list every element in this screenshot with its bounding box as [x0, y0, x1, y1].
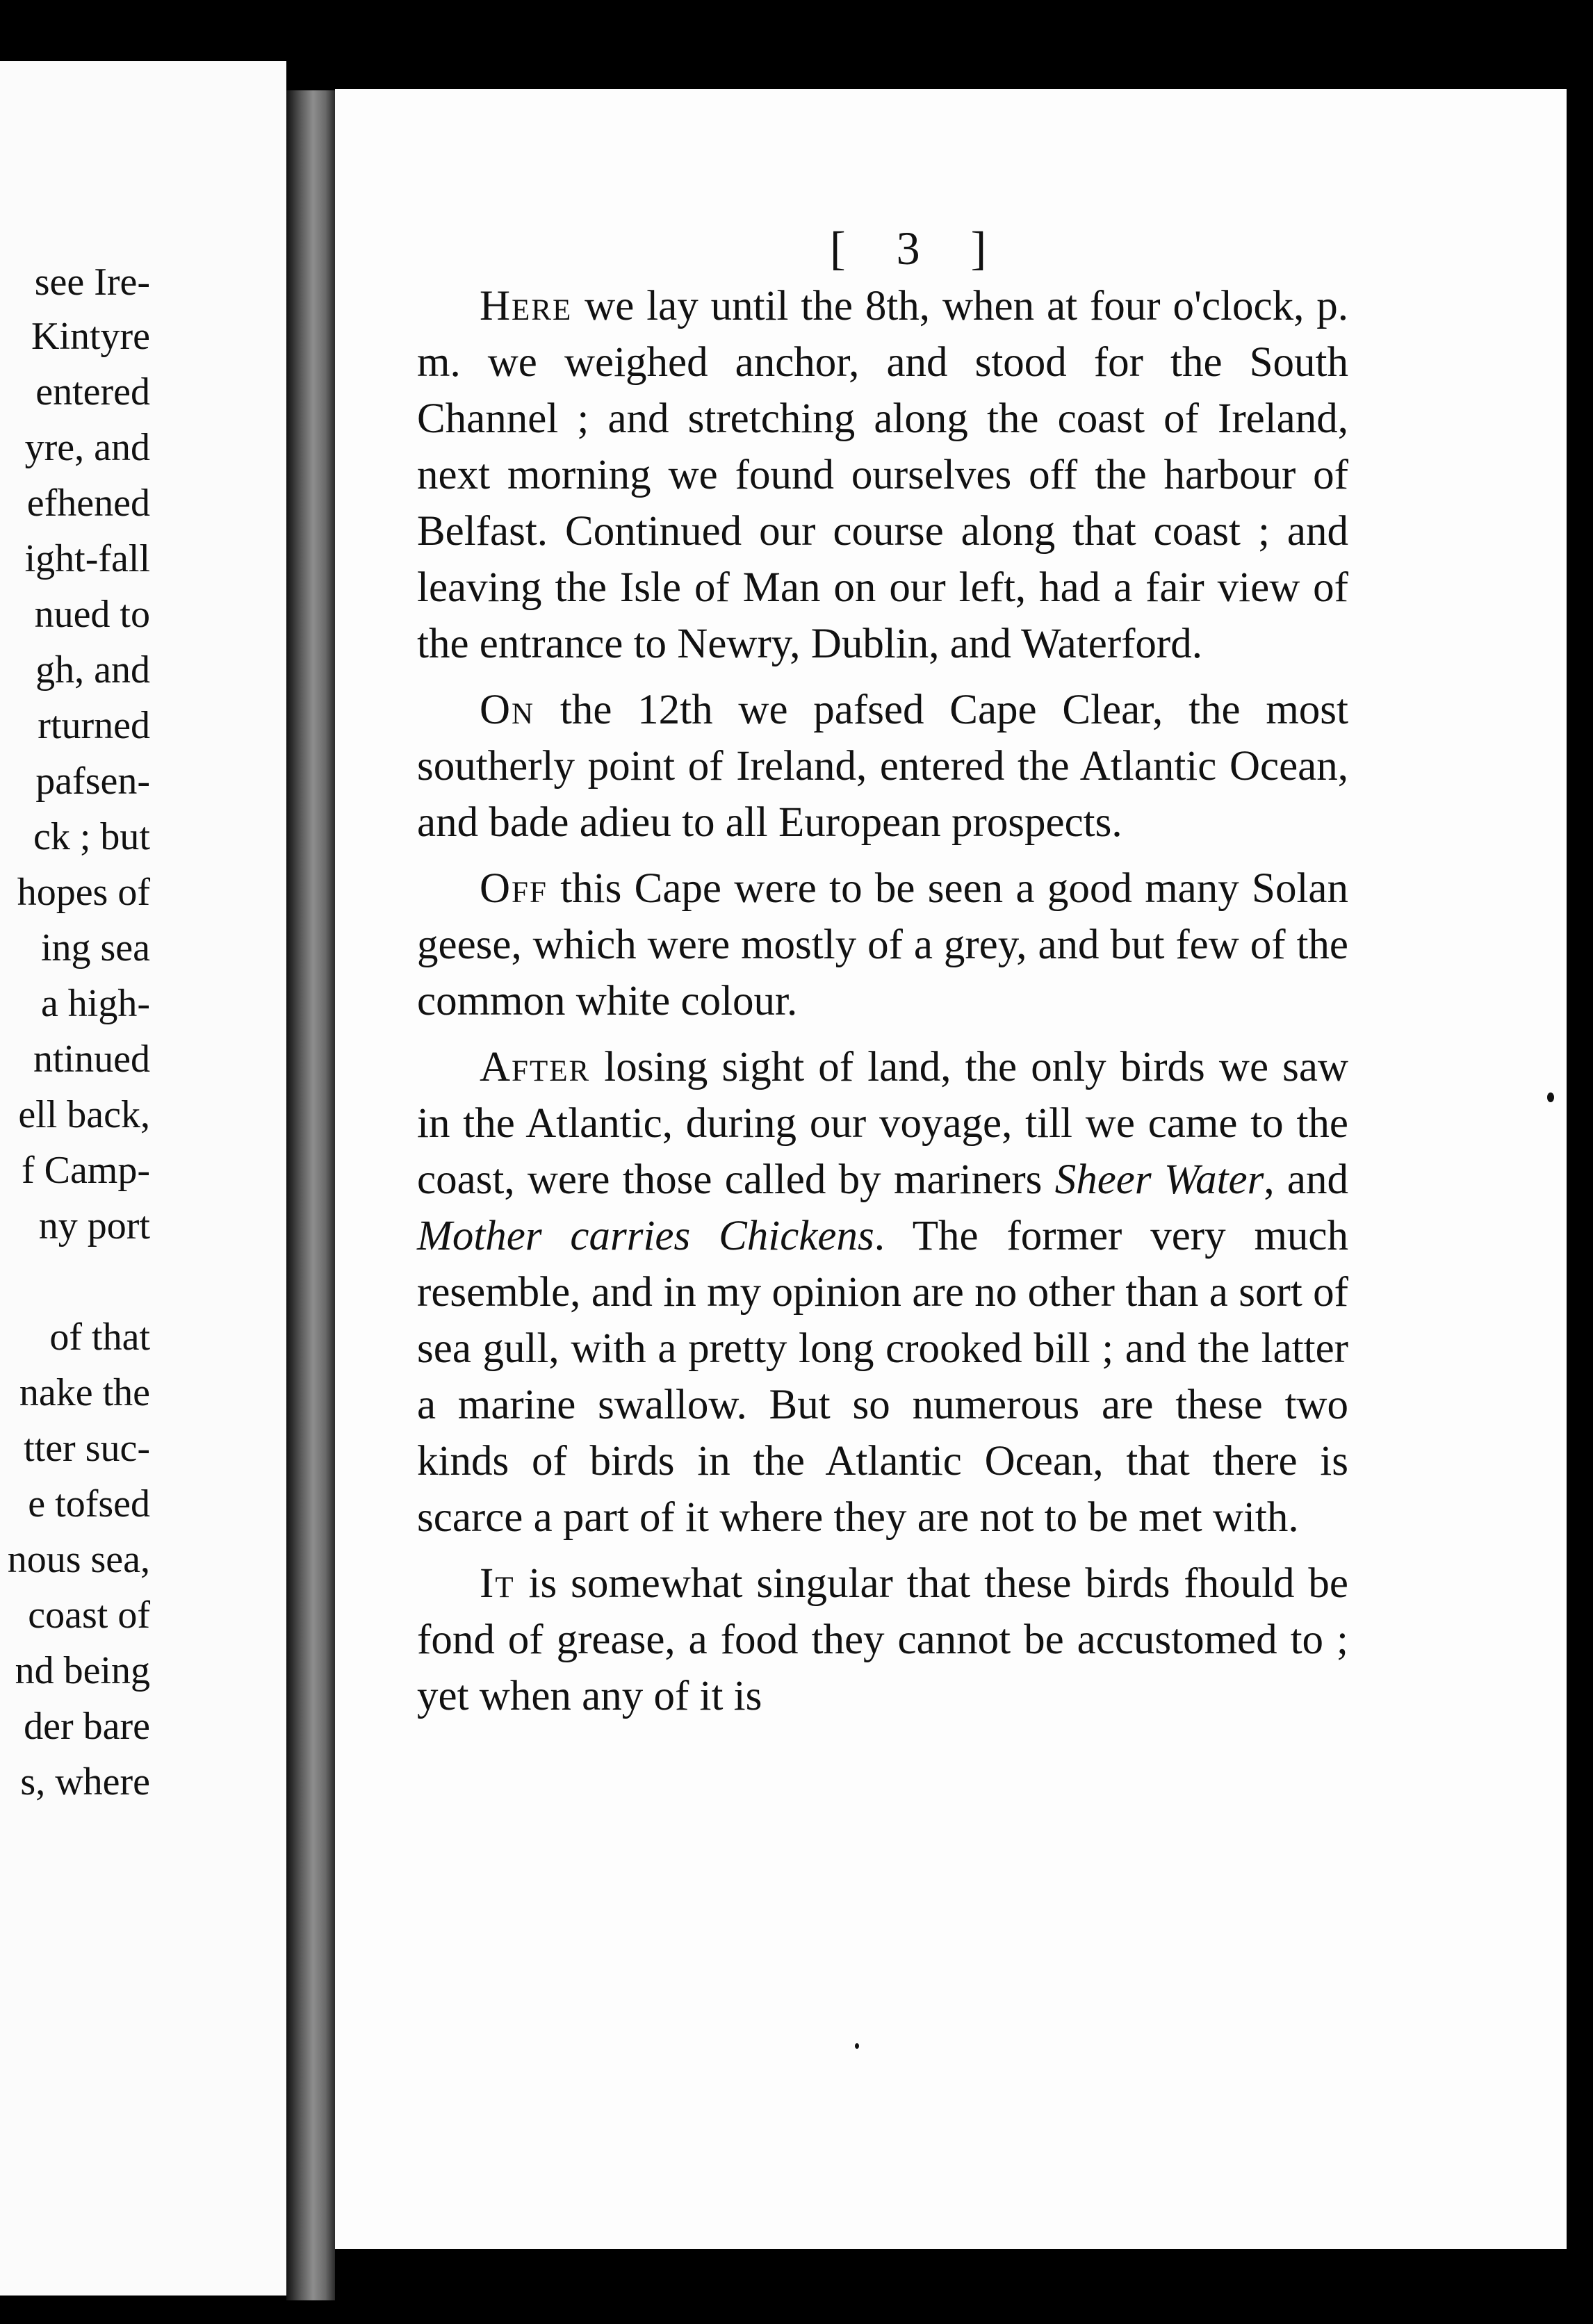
facing-page-line: s, where: [20, 1760, 150, 1803]
facing-page-line: tter suc-: [24, 1427, 150, 1470]
facing-page-line: f Camp-: [21, 1149, 150, 1192]
facing-page-line: nued to: [34, 593, 150, 636]
facing-page-line: hopes of: [17, 871, 150, 914]
paragraph: [417, 1039, 1348, 1546]
page-number: [ 3 ]: [830, 222, 1006, 275]
facing-page-line: ight-fall: [24, 537, 150, 580]
facing-page-line: nous sea,: [7, 1538, 150, 1581]
paragraph: [417, 682, 1348, 851]
facing-page-fragment: [0, 61, 286, 2296]
paragraph-text: the 12th we pafsed Cape Clear, the most southerly point of Ireland, entered the Atlantic Ocean, and bade adieu to all European prospects.: [417, 687, 1348, 846]
paragraph-text: is somewhat singular that these birds fhould be fond of grease, a food they cannot be accustomed to ; yet when any of it is: [417, 1560, 1348, 1719]
facing-page-line: ck ; but: [33, 815, 150, 858]
facing-page-line: gh, and: [35, 648, 150, 692]
book-gutter: [286, 90, 335, 2300]
paragraph-lead-word: On: [480, 687, 535, 733]
facing-page-line: ntinued: [33, 1038, 150, 1081]
facing-page-line: pafsen-: [35, 760, 150, 803]
facing-page-line: entered: [35, 370, 150, 414]
paragraph-lead-word: After: [480, 1044, 591, 1090]
scan-speck: [1547, 1093, 1554, 1102]
facing-page-line: yre, and: [24, 426, 150, 469]
scan-speck: [855, 2043, 859, 2049]
facing-page-line: der bare: [24, 1705, 150, 1748]
facing-page-line: of that: [49, 1316, 150, 1359]
facing-page-line: ny port: [38, 1204, 150, 1247]
facing-page-line: a high-: [40, 982, 150, 1025]
paragraph-lead-word: Here: [480, 283, 573, 329]
italic-term: Mother carries Chickens: [417, 1213, 874, 1259]
facing-page-line: efhened: [26, 482, 150, 525]
facing-page-line: nake the: [19, 1371, 150, 1414]
italic-term: Sheer Water: [1054, 1156, 1264, 1203]
facing-page-line: nd being: [15, 1649, 150, 1692]
paragraph: [417, 860, 1348, 1029]
paragraph-text: we lay until the 8th, when at four o'clock, p. m. we weighed anchor, and stood for the South Channel ; and stretching along the coast of Ireland, next morning we found ourselves off the harbour of Belfast. Continued our course along that coast ; and leaving the Isle of Man on our left, had a fair view of the entrance to Newry, Dublin, and Waterford.: [417, 283, 1348, 667]
paragraph-text: . The former very much resemble, and in my opinion are no other than a sort of sea gull, with a pretty long crooked bill ; and the latter a marine swallow. But so numerous are these two kinds of birds in the Atlantic Ocean, that there is scarce a part of it where they are not to be met with.: [417, 1213, 1348, 1541]
facing-page-line: ing sea: [40, 926, 150, 969]
facing-page-line: Kintyre: [31, 315, 150, 358]
paragraph: [417, 1555, 1348, 1724]
facing-page-line: e tofsed: [28, 1482, 150, 1525]
facing-page-line: ell back,: [18, 1093, 150, 1136]
facing-page-line: rturned: [38, 704, 150, 747]
paragraph-text: , and: [1264, 1156, 1348, 1203]
facing-page-line: see Ire-: [34, 261, 150, 304]
paragraph-lead-word: Off: [480, 865, 548, 912]
paragraph-text: this Cape were to be seen a good many Solan geese, which were mostly of a grey, and but few of the common white colour.: [417, 865, 1348, 1024]
facing-page-line: coast of: [28, 1594, 150, 1637]
page-body-text: [417, 278, 1348, 1734]
paragraph-text: losing sight of land, the only birds we saw in the Atlantic, during our voyage, till we came to the coast, were those called by mariners: [417, 1044, 1348, 1203]
paragraph: [417, 278, 1348, 672]
paragraph-lead-word: It: [480, 1560, 515, 1607]
